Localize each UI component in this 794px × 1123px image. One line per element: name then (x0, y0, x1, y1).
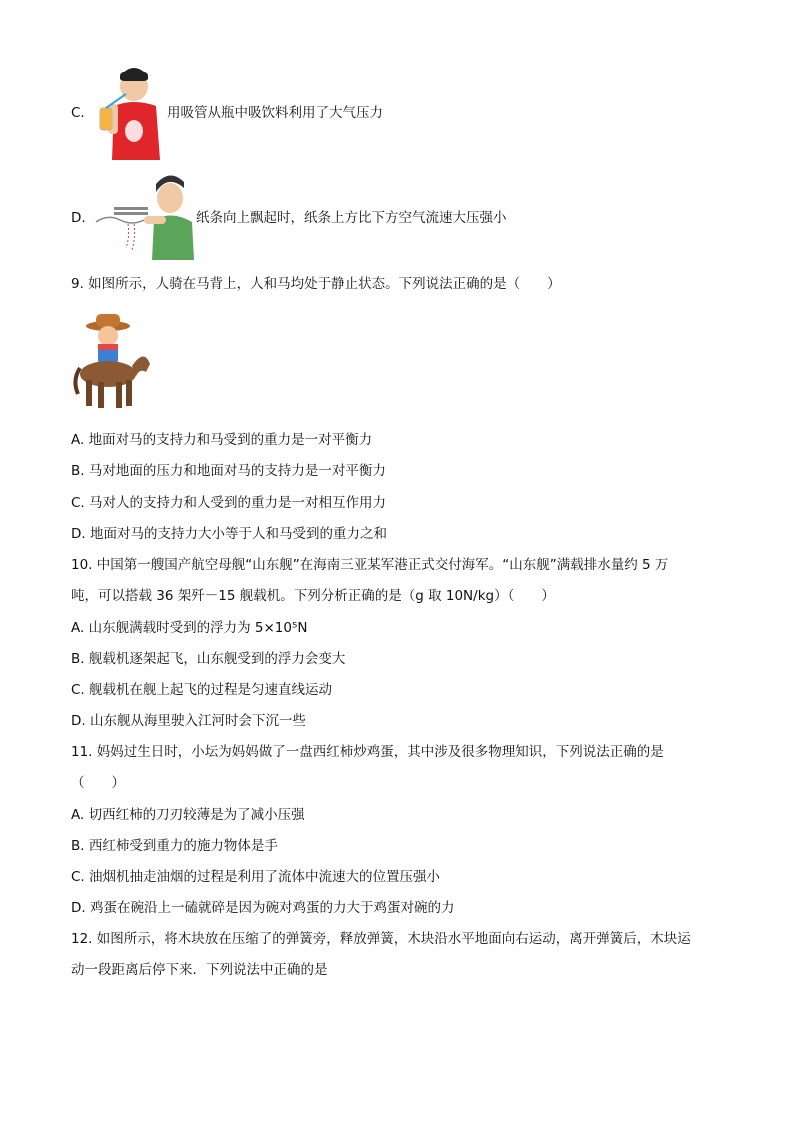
boy-blowing-paper-image (88, 170, 196, 260)
q12-stem-line2: 动一段距离后停下来．下列说法中正确的是 (71, 962, 328, 978)
q11-option-d: D. 鸡蛋在碗沿上一磕就碎是因为碗对鸡蛋的力大于鸡蛋对碗的力 (71, 900, 455, 916)
option-d-text: 纸条向上飘起时，纸条上方比下方空气流速大压强小 (196, 210, 507, 226)
q11-stem-line1: 11. 妈妈过生日时，小坛为妈妈做了一盘西红柿炒鸡蛋，其中涉及很多物理知识，下列说法正确的是 (71, 744, 664, 760)
q9-option-c: C. 马对人的支持力和人受到的重力是一对相互作用力 (71, 495, 387, 511)
q9-option-b: B. 马对地面的压力和地面对马的支持力是一对平衡力 (71, 463, 386, 479)
option-d-letter: D. (71, 210, 86, 226)
q10-stem-line1: 10. 中国第一艘国产航空母舰“山东舰”在海南三亚某军港正式交付海军。“山东舰”满载排水量约 5 万 (71, 557, 669, 573)
q10-stem-line2: 吨，可以搭载 36 架歼－15 舰载机。下列分析正确的是（g 取 10N/kg）（ ） (71, 588, 555, 604)
q9-option-a: A. 地面对马的支持力和马受到的重力是一对平衡力 (71, 432, 373, 448)
q12-stem-line1: 12. 如图所示，将木块放在压缩了的弹簧旁，释放弹簧，木块沿水平地面向右运动，离开弹簧后，木块运 (71, 931, 691, 947)
q11-stem-line2: （ ） (71, 775, 125, 791)
option-c-letter: C. (71, 105, 85, 121)
q10-option-c: C. 舰载机在舰上起飞的过程是匀速直线运动 (71, 682, 333, 698)
boy-drinking-image (96, 66, 164, 160)
q11-option-c: C. 油烟机抽走油烟的过程是利用了流体中流速大的位置压强小 (71, 869, 441, 885)
q10-option-d: D. 山东舰从海里驶入江河时会下沉一些 (71, 713, 306, 729)
q11-option-b: B. 西红柿受到重力的施力物体是手 (71, 838, 278, 854)
cowboy-on-horse-image (72, 310, 154, 414)
q10-option-a: A. 山东舰满载时受到的浮力为 5×10⁵N (71, 620, 308, 636)
option-c-text: 用吸管从瓶中吸饮料利用了大气压力 (167, 105, 383, 121)
q9-stem: 9. 如图所示，人骑在马背上，人和马均处于静止状态。下列说法正确的是（ ） (71, 276, 561, 292)
q11-option-a: A. 切西红柿的刀刃较薄是为了减小压强 (71, 807, 305, 823)
q9-option-d: D. 地面对马的支持力大小等于人和马受到的重力之和 (71, 526, 387, 542)
q10-option-b: B. 舰载机逐架起飞，山东舰受到的浮力会变大 (71, 651, 346, 667)
